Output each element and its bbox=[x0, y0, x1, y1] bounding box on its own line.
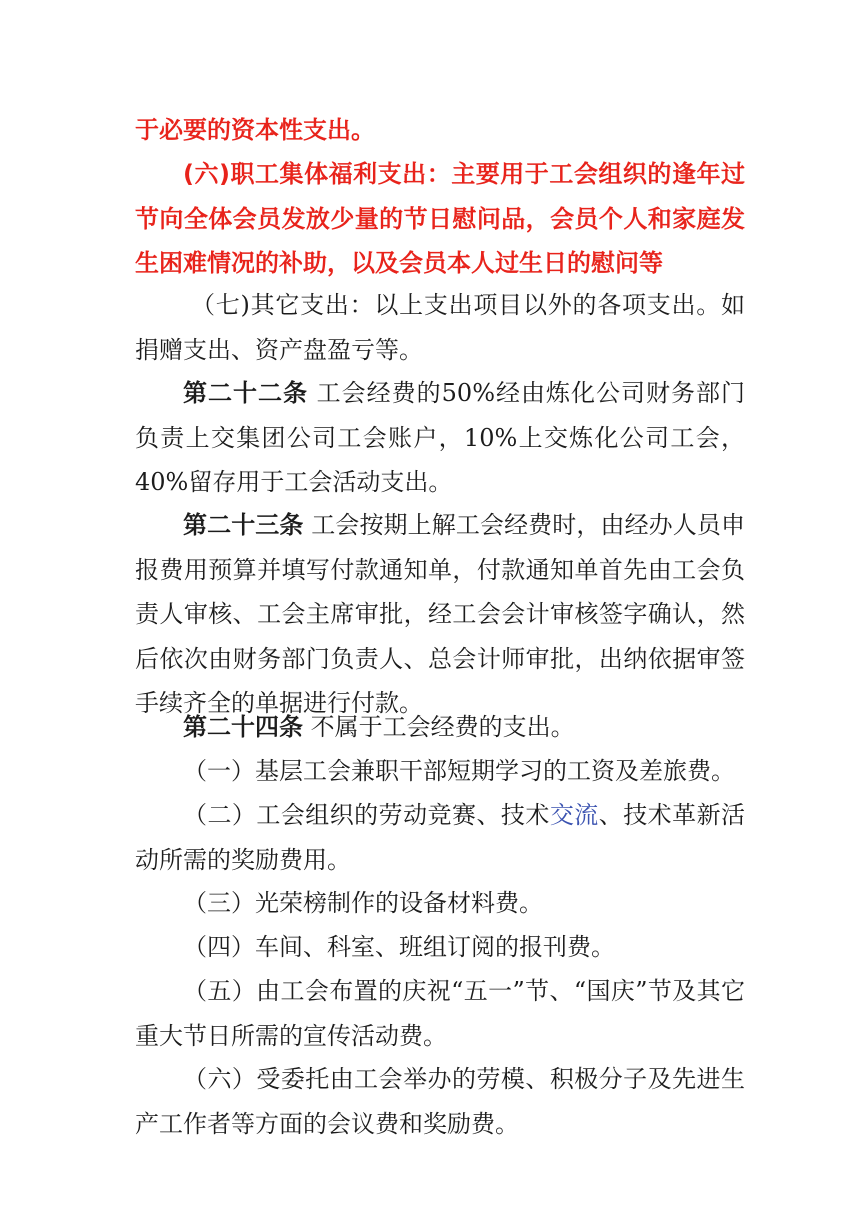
article-text: 工会按期上解工会经费时，由经办人员申报费用预算并填写付款通知单，付款通知单首先由工会负责人审核、工会主席审批，经工会会计审核签字确认，然后依次由财务部门负责人、总会计师审批，出纳依据审签手续齐全的单据进行付款。 bbox=[135, 511, 745, 717]
list-item-text: （四）车间、科室、班组订阅的报刊费。 bbox=[183, 933, 615, 961]
list-item-text: （一）基层工会兼职干部短期学习的工资及差旅费。 bbox=[183, 757, 735, 785]
list-item-4 bbox=[135, 925, 745, 970]
paragraph-text: （七)其它支出：以上支出项目以外的各项支出。如捐赠支出、资产盘盈亏等。 bbox=[135, 291, 745, 364]
article-text: 工会经费的50%经由炼化公司财务部门负责上交集团公司工会账户，10%上交炼化公司工会，40%留存用于工会活动支出。 bbox=[135, 379, 745, 496]
article-number: 第二十四条 bbox=[183, 713, 303, 741]
article-22 bbox=[135, 371, 745, 505]
paragraph-welfare-expenditure bbox=[135, 152, 745, 286]
list-item-text-highlight: 交流 bbox=[549, 801, 599, 829]
paragraph-capital-expenditure-tail bbox=[135, 108, 745, 153]
list-item-text-after: 、技术革新活动所需的奖励费用。 bbox=[135, 801, 746, 874]
article-23 bbox=[135, 503, 745, 726]
paragraph-text: (六)职工集体福利支出：主要用于工会组织的逢年过节向全体会员发放少量的节日慰问品，会员个人和家庭发生困难情况的补助，以及会员本人过生日的慰问等 bbox=[135, 160, 745, 277]
list-item-5 bbox=[135, 969, 745, 1058]
list-item-3 bbox=[135, 881, 745, 926]
list-item-2 bbox=[135, 793, 745, 882]
list-item-6 bbox=[135, 1057, 745, 1146]
article-number: 第二十三条 bbox=[183, 511, 304, 539]
article-number: 第二十二条 bbox=[183, 379, 309, 407]
list-item-text-before: （二）工会组织的劳动竞赛、技术 bbox=[183, 801, 550, 829]
article-24 bbox=[135, 705, 745, 750]
list-item-text: （六）受委托由工会举办的劳模、积极分子及先进生产工作者等方面的会议费和奖励费。 bbox=[135, 1065, 745, 1138]
paragraph-other-expenditure bbox=[135, 283, 745, 372]
list-item-1 bbox=[135, 749, 745, 794]
list-item-text: （三）光荣榜制作的设备材料费。 bbox=[183, 889, 543, 917]
list-item-text: （五）由工会布置的庆祝“五一”节、“国庆”节及其它重大节日所需的宣传活动费。 bbox=[135, 977, 745, 1050]
article-text: 不属于工会经费的支出。 bbox=[303, 713, 575, 741]
paragraph-text: 于必要的资本性支出。 bbox=[135, 116, 375, 144]
